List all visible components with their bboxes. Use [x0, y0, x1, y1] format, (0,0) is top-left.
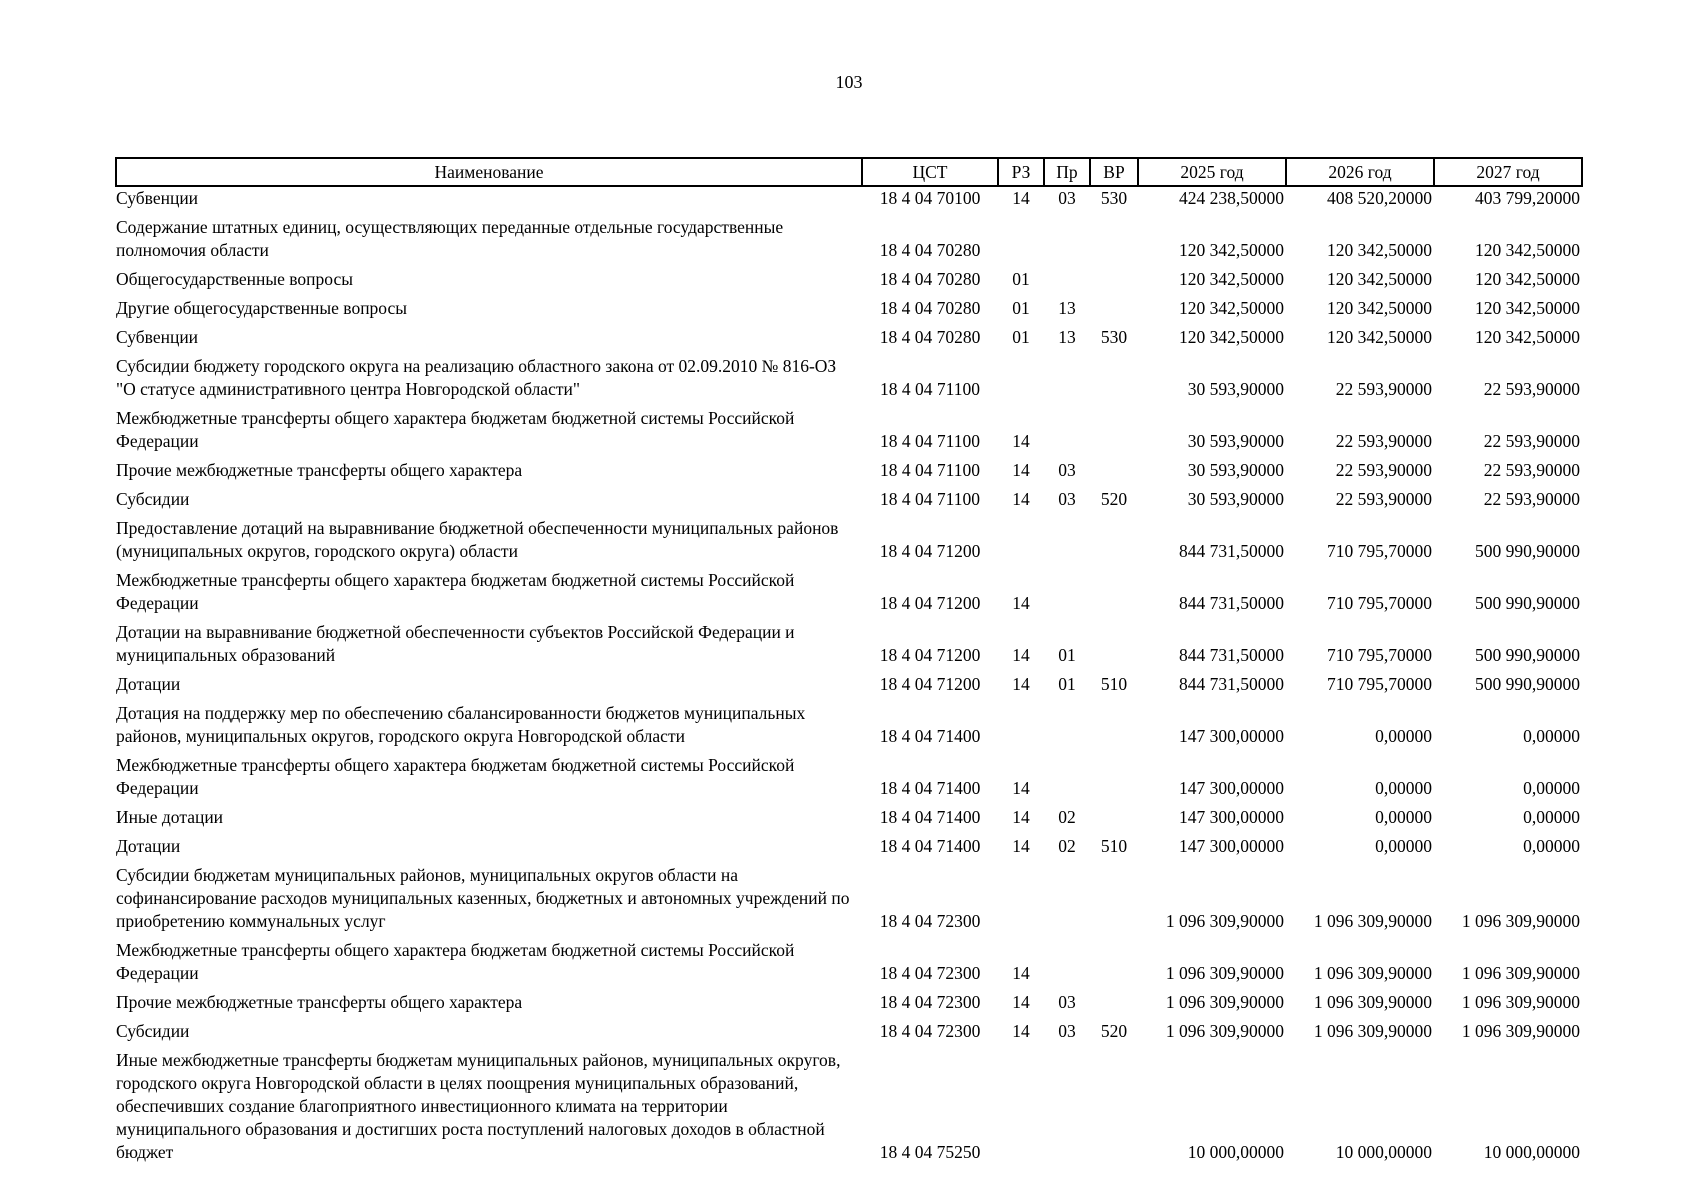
page-number: 103: [835, 72, 863, 92]
row-value-2027: 1 096 309,90000: [1461, 911, 1580, 931]
row-cst: 18 4 04 71200: [879, 674, 981, 694]
row-name: Межбюджетные трансферты общего характера бюджетам бюджетной системы Российской Федерации: [116, 408, 795, 451]
row-value-2026: 0,00000: [1375, 726, 1432, 746]
row-value-2026: 408 520,20000: [1327, 188, 1432, 208]
row-name: Содержание штатных единиц, осуществляющих переданные отдельные государственные полномочия области: [116, 217, 784, 260]
row-cst: 18 4 04 72300: [879, 911, 981, 931]
row-pr: 01: [1058, 674, 1076, 694]
table-row: [116, 615, 1582, 667]
row-value-2027: 1 096 309,90000: [1461, 963, 1580, 983]
row-name: Субвенции: [116, 188, 199, 208]
row-rz: [998, 696, 1044, 748]
row-vr: [1090, 858, 1138, 933]
row-cst: 18 4 04 70100: [879, 188, 981, 208]
row-value-2027: 120 342,50000: [1475, 327, 1580, 347]
row-vr: [1090, 563, 1138, 615]
row-value-2027: 500 990,90000: [1475, 674, 1580, 694]
table-row: [116, 667, 1582, 696]
row-vr: [1090, 210, 1138, 262]
row-cst: 18 4 04 71100: [880, 489, 980, 509]
row-value-2025: 120 342,50000: [1179, 240, 1284, 260]
row-value-2027: 1 096 309,90000: [1461, 992, 1580, 1012]
row-rz: 14: [1012, 460, 1030, 480]
row-value-2025: 844 731,50000: [1179, 593, 1284, 613]
row-value-2025: 424 238,50000: [1179, 188, 1284, 208]
row-value-2026: 1 096 309,90000: [1313, 1021, 1432, 1041]
row-value-2025: 1 096 309,90000: [1165, 911, 1284, 931]
row-value-2025: 147 300,00000: [1179, 836, 1284, 856]
row-cst: 18 4 04 71100: [880, 431, 980, 451]
row-pr: 03: [1058, 992, 1076, 1012]
row-rz: 01: [1012, 269, 1030, 289]
row-cst: 18 4 04 71400: [879, 807, 981, 827]
row-cst: 18 4 04 72300: [879, 1021, 981, 1041]
header-2025: 2025 год: [1138, 158, 1286, 186]
row-pr: [1044, 401, 1090, 453]
row-pr: [1044, 511, 1090, 563]
row-vr: 510: [1100, 674, 1128, 694]
row-value-2027: 1 096 309,90000: [1461, 1021, 1580, 1041]
row-rz: 14: [1012, 778, 1030, 798]
row-rz: [998, 511, 1044, 563]
row-value-2026: 1 096 309,90000: [1313, 963, 1432, 983]
row-cst: 18 4 04 71100: [880, 460, 980, 480]
row-vr: [1090, 933, 1138, 985]
row-name: Общегосударственные вопросы: [116, 269, 354, 289]
row-name: Дотации: [116, 836, 181, 856]
row-value-2027: 403 799,20000: [1475, 188, 1580, 208]
row-value-2026: 10 000,00000: [1335, 1142, 1432, 1162]
row-rz: 14: [1012, 489, 1030, 509]
row-vr: [1090, 615, 1138, 667]
row-rz: 14: [1012, 992, 1030, 1012]
row-value-2027: 500 990,90000: [1475, 593, 1580, 613]
row-rz: 14: [1012, 674, 1030, 694]
row-name: Предоставление дотаций на выравнивание бюджетной обеспеченности муниципальных районов (муниципальных округов, городского округа) области: [116, 518, 839, 561]
row-pr: [1044, 262, 1090, 291]
table-row: [116, 563, 1582, 615]
row-value-2025: 30 593,90000: [1187, 460, 1284, 480]
row-name: Прочие межбюджетные трансферты общего характера: [116, 992, 523, 1012]
row-rz: 14: [1012, 963, 1030, 983]
table-row: [116, 1014, 1582, 1043]
row-rz: [998, 1043, 1044, 1164]
table-row: [116, 482, 1582, 511]
row-cst: 18 4 04 71200: [879, 541, 981, 561]
row-vr: [1090, 748, 1138, 800]
row-cst: 18 4 04 71100: [880, 379, 980, 399]
table-row: [116, 696, 1582, 748]
table-header-row: [116, 158, 1582, 186]
row-pr: 02: [1058, 807, 1076, 827]
row-cst: 18 4 04 71200: [879, 645, 981, 665]
table-row: [116, 320, 1582, 349]
row-value-2025: 120 342,50000: [1179, 298, 1284, 318]
row-vr: [1090, 291, 1138, 320]
row-value-2027: 120 342,50000: [1475, 298, 1580, 318]
row-value-2026: 120 342,50000: [1327, 269, 1432, 289]
row-rz: 01: [1012, 327, 1030, 347]
table-row: [116, 186, 1582, 210]
row-cst: 18 4 04 71400: [879, 778, 981, 798]
row-name: Субсидии бюджетам муниципальных районов, муниципальных округов области на софинансирование расходов муниципальных казенных, бюджетных и автономных учреждений по приобретению коммунальных услуг: [116, 865, 850, 931]
table-row: [116, 291, 1582, 320]
row-value-2025: 120 342,50000: [1179, 327, 1284, 347]
row-value-2025: 1 096 309,90000: [1165, 992, 1284, 1012]
row-pr: [1044, 1043, 1090, 1164]
row-vr: [1090, 349, 1138, 401]
row-value-2026: 22 593,90000: [1335, 379, 1432, 399]
row-value-2025: 1 096 309,90000: [1165, 1021, 1284, 1041]
row-rz: [998, 210, 1044, 262]
row-value-2026: 120 342,50000: [1327, 298, 1432, 318]
table-row: [116, 349, 1582, 401]
row-pr: 03: [1058, 489, 1076, 509]
row-rz: 01: [1012, 298, 1030, 318]
table-row: [116, 1043, 1582, 1164]
row-cst: 18 4 04 72300: [879, 963, 981, 983]
table-row: [116, 933, 1582, 985]
row-value-2025: 147 300,00000: [1179, 807, 1284, 827]
row-value-2027: 500 990,90000: [1475, 541, 1580, 561]
row-value-2026: 710 795,70000: [1327, 541, 1432, 561]
header-rz: РЗ: [998, 158, 1044, 186]
table-row: [116, 985, 1582, 1014]
table-row: [116, 511, 1582, 563]
row-cst: 18 4 04 71400: [879, 836, 981, 856]
table-row: [116, 262, 1582, 291]
row-value-2025: 1 096 309,90000: [1165, 963, 1284, 983]
row-value-2026: 22 593,90000: [1335, 489, 1432, 509]
row-vr: [1090, 985, 1138, 1014]
row-name: Дотации на выравнивание бюджетной обеспеченности субъектов Российской Федерации и муниципальных образований: [116, 622, 795, 665]
row-pr: 02: [1058, 836, 1076, 856]
budget-table: [115, 157, 1583, 1164]
row-rz: 14: [1012, 188, 1030, 208]
row-rz: 14: [1012, 807, 1030, 827]
row-rz: 14: [1012, 593, 1030, 613]
row-pr: [1044, 696, 1090, 748]
row-pr: [1044, 563, 1090, 615]
row-rz: [998, 349, 1044, 401]
row-name: Субвенции: [116, 327, 199, 347]
table-row: [116, 829, 1582, 858]
row-vr: [1090, 696, 1138, 748]
row-cst: 18 4 04 71200: [879, 593, 981, 613]
row-cst: 18 4 04 71400: [879, 726, 981, 746]
row-name: Субсидии: [116, 489, 190, 509]
row-vr: [1090, 262, 1138, 291]
row-value-2025: 147 300,00000: [1179, 726, 1284, 746]
table-row: [116, 401, 1582, 453]
row-vr: [1090, 800, 1138, 829]
row-vr: [1090, 511, 1138, 563]
row-value-2025: 30 593,90000: [1187, 489, 1284, 509]
row-value-2026: 0,00000: [1375, 836, 1432, 856]
row-vr: 510: [1100, 836, 1128, 856]
row-vr: 520: [1100, 1021, 1128, 1041]
row-name: Другие общегосударственные вопросы: [116, 298, 408, 318]
row-value-2027: 22 593,90000: [1483, 379, 1580, 399]
row-vr: [1090, 1043, 1138, 1164]
row-name: Прочие межбюджетные трансферты общего характера: [116, 460, 523, 480]
row-value-2025: 147 300,00000: [1179, 778, 1284, 798]
header-2026: 2026 год: [1286, 158, 1434, 186]
row-value-2026: 1 096 309,90000: [1313, 992, 1432, 1012]
row-vr: [1090, 401, 1138, 453]
row-vr: 530: [1100, 327, 1128, 347]
row-rz: 14: [1012, 1021, 1030, 1041]
row-cst: 18 4 04 70280: [879, 327, 981, 347]
row-value-2026: 120 342,50000: [1327, 240, 1432, 260]
row-vr: 530: [1100, 188, 1128, 208]
row-value-2026: 22 593,90000: [1335, 431, 1432, 451]
table-row: [116, 453, 1582, 482]
row-vr: 520: [1100, 489, 1128, 509]
row-pr: 13: [1058, 327, 1076, 347]
row-value-2025: 30 593,90000: [1187, 379, 1284, 399]
row-name: Межбюджетные трансферты общего характера бюджетам бюджетной системы Российской Федерации: [116, 940, 795, 983]
row-value-2025: 844 731,50000: [1179, 541, 1284, 561]
row-value-2026: 710 795,70000: [1327, 593, 1432, 613]
row-pr: 13: [1058, 298, 1076, 318]
row-value-2027: 22 593,90000: [1483, 460, 1580, 480]
row-pr: 03: [1058, 188, 1076, 208]
row-cst: 18 4 04 75250: [879, 1142, 981, 1162]
row-value-2025: 10 000,00000: [1187, 1142, 1284, 1162]
row-name: Межбюджетные трансферты общего характера бюджетам бюджетной системы Российской Федерации: [116, 570, 795, 613]
row-value-2025: 844 731,50000: [1179, 674, 1284, 694]
row-value-2027: 0,00000: [1523, 778, 1580, 798]
table-row: [116, 800, 1582, 829]
row-pr: [1044, 858, 1090, 933]
row-pr: [1044, 748, 1090, 800]
row-name: Дотация на поддержку мер по обеспечению сбалансированности бюджетов муниципальных районов, муниципальных округов, городского округа Новгородской области: [116, 703, 806, 746]
row-rz: 14: [1012, 836, 1030, 856]
row-name: Межбюджетные трансферты общего характера бюджетам бюджетной системы Российской Федерации: [116, 755, 795, 798]
row-value-2027: 0,00000: [1523, 726, 1580, 746]
table-row: [116, 858, 1582, 933]
row-cst: 18 4 04 70280: [879, 269, 981, 289]
row-value-2027: 500 990,90000: [1475, 645, 1580, 665]
row-name: Субсидии: [116, 1021, 190, 1041]
header-name: Наименование: [116, 158, 862, 186]
row-value-2027: 120 342,50000: [1475, 240, 1580, 260]
row-pr: [1044, 349, 1090, 401]
row-name: Дотации: [116, 674, 181, 694]
row-rz: 14: [1012, 431, 1030, 451]
row-value-2026: 710 795,70000: [1327, 674, 1432, 694]
row-rz: [998, 858, 1044, 933]
row-value-2027: 22 593,90000: [1483, 489, 1580, 509]
row-rz: 14: [1012, 645, 1030, 665]
table-row: [116, 748, 1582, 800]
row-cst: 18 4 04 70280: [879, 298, 981, 318]
row-pr: 01: [1058, 645, 1076, 665]
row-value-2026: 1 096 309,90000: [1313, 911, 1432, 931]
row-cst: 18 4 04 70280: [879, 240, 981, 260]
row-value-2027: 120 342,50000: [1475, 269, 1580, 289]
row-name: Субсидии бюджету городского округа на реализацию областного закона от 02.09.2010 № 816-ОЗ "О статусе административного центра Новгородской области": [116, 356, 837, 399]
row-value-2027: 0,00000: [1523, 836, 1580, 856]
row-vr: [1090, 453, 1138, 482]
header-cst: ЦСТ: [862, 158, 998, 186]
row-value-2027: 10 000,00000: [1483, 1142, 1580, 1162]
row-value-2026: 0,00000: [1375, 807, 1432, 827]
row-pr: 03: [1058, 460, 1076, 480]
header-pr: Пр: [1044, 158, 1090, 186]
row-value-2027: 22 593,90000: [1483, 431, 1580, 451]
header-2027: 2027 год: [1434, 158, 1582, 186]
row-pr: 03: [1058, 1021, 1076, 1041]
row-value-2026: 120 342,50000: [1327, 327, 1432, 347]
row-value-2025: 120 342,50000: [1179, 269, 1284, 289]
table-row: [116, 210, 1582, 262]
row-value-2026: 710 795,70000: [1327, 645, 1432, 665]
row-cst: 18 4 04 72300: [879, 992, 981, 1012]
row-pr: [1044, 210, 1090, 262]
header-vr: ВР: [1090, 158, 1138, 186]
row-value-2026: 0,00000: [1375, 778, 1432, 798]
row-value-2025: 844 731,50000: [1179, 645, 1284, 665]
row-name: Иные межбюджетные трансферты бюджетам муниципальных районов, муниципальных округов, городского округа Новгородской области в целях поощрения муниципальных образований, обеспечивших создание благоприятного инвестиционного климата на территории муниципального образования и достигших роста поступлений налоговых доходов в областной бюджет: [116, 1050, 841, 1162]
row-value-2025: 30 593,90000: [1187, 431, 1284, 451]
row-value-2027: 0,00000: [1523, 807, 1580, 827]
row-pr: [1044, 933, 1090, 985]
row-value-2026: 22 593,90000: [1335, 460, 1432, 480]
row-name: Иные дотации: [116, 807, 224, 827]
